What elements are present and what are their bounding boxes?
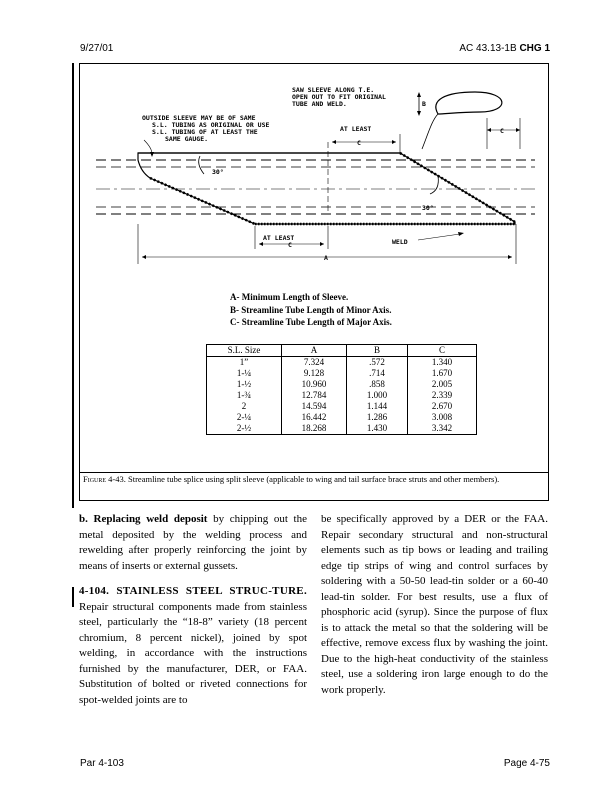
figure-caption-text: Streamline tube splice using split sleeve (applicable to wing and tail surface brace struts and other members). [128,474,500,484]
table-cell: 2.339 [408,390,477,401]
table-row [207,401,477,412]
table-cell: .858 [347,379,408,390]
table-cell: 2-½ [207,423,282,435]
table-header-row [207,345,477,357]
dim-c-right: C [500,127,504,135]
dim-c-bottom: C [288,241,292,249]
table-cell: 18.268 [282,423,347,435]
table-row [207,423,477,435]
table-cell: 2.670 [408,401,477,412]
table-cell: 1.340 [408,357,477,369]
table-cell: 1.286 [347,412,408,423]
table-header: A [282,345,347,357]
table-cell: 16.442 [282,412,347,423]
figure-caption-label: Figure 4-43. [83,474,126,484]
legend-b: B- Streamline Tube Length of Minor Axis. [230,304,392,315]
table-header: B [347,345,408,357]
sleeve-size-table [206,344,477,435]
table-cell: 1-¼ [207,368,282,379]
table-cell: 1.430 [347,423,408,435]
right-column-text: be specifically approved by a DER or the FAA. Repair secondary structural and non-structural elements such as tip bows or leading and trailing edge tip strips of wing and control surfaces by soldering with a 50-50 lead-tin solder or a 60-40 lead-tin solder. For best results, use a flux of phosphoric acid (syrup). Since the purpose of flux is to attack the metal so that the soldering will be effective, remove excess flux by washing the joint. Due to the high-heat conductivity of the stainless steel, use a soldering iron large enough to do the work properly. [321,513,548,696]
saw-sleeve-line-3: TUBE AND WELD. [292,100,347,108]
table-cell: 2-¼ [207,412,282,423]
change-bar-section [72,587,74,607]
footer-paragraph-ref: Par 4-103 [80,758,124,769]
table-row [207,390,477,401]
table-row [207,357,477,369]
paragraph-b-label: b. Replacing weld deposit [79,513,208,525]
table-cell: .714 [347,368,408,379]
table-cell: 1.144 [347,401,408,412]
table-cell: 1” [207,357,282,369]
table-cell: 1-½ [207,379,282,390]
legend-a: A- Minimum Length of Sleeve. [230,292,349,302]
table-row [207,379,477,390]
header-date: 9/27/01 [80,43,114,54]
saw-sleeve-line-1: SAW SLEEVE ALONG T.E. [292,86,375,94]
table-row [207,412,477,423]
table-header: S.L. Size [207,345,282,357]
table-header: C [408,345,477,357]
section-4-104 [79,584,307,708]
table-cell: 1.000 [347,390,408,401]
dim-b: B [422,100,426,108]
paragraph-b-text: by chipping out the metal deposited by the welding process and rewelding after properly reinforcing the joint by means of inserts or external gussets. [79,513,307,572]
footer-page-number: Page 4-75 [503,758,550,769]
outside-sleeve-line-2: S.L. TUBING AS ORIGINAL OR USE [152,121,270,129]
table-cell: 12.784 [282,390,347,401]
table-cell: 3.008 [408,412,477,423]
at-least-top: AT LEAST [340,125,372,133]
table-cell: 1-¾ [207,390,282,401]
table-cell: 7.324 [282,357,347,369]
table-cell: 10.960 [282,379,347,390]
table-cell: 14.594 [282,401,347,412]
body-column-right [321,512,548,698]
dim-a: A [324,254,328,262]
table-cell: 2.005 [408,379,477,390]
table-cell: 2 [207,401,282,412]
section-4-104-heading: 4-104. STAINLESS STEEL STRUC-TURE. [79,585,307,597]
header-doc-number: AC 43.13-1B [459,43,517,54]
body-column-left [79,512,307,708]
outside-sleeve-line-1: OUTSIDE SLEEVE MAY BE OF SAME [142,114,256,122]
header-change: CHG 1 [519,43,550,54]
angle-left: 30° [212,168,224,176]
header-doc-id [459,43,550,54]
weld-label: WELD [392,238,408,246]
dimension-legend [230,291,392,329]
table-cell: 9.128 [282,368,347,379]
legend-c: C- Streamline Tube Length of Major Axis. [230,317,392,327]
figure-4-43 [79,63,549,501]
outside-sleeve-line-3: S.L. TUBING OF AT LEAST THE [152,128,258,136]
at-least-bottom: AT LEAST [263,234,295,242]
table-cell: 3.342 [408,423,477,435]
splice-drawing [80,64,550,289]
caption-divider [80,472,548,473]
figure-caption [83,474,545,485]
table-cell: 1.670 [408,368,477,379]
section-4-104-text: Repair structural components made from stainless steel, particularly the “18-8” variety (18 percent chromium, 8 percent nickel), joined by spot welding, in accordance with the instructions furnished by the manufacturer, DER, or FAA. Substitution of bolted or riveted connections for spot-welded joints are to [79,600,307,706]
dim-c-top: C [357,139,361,147]
outside-sleeve-line-4: SAME GAUGE. [165,135,209,143]
saw-sleeve-line-2: OPEN OUT TO FIT ORIGINAL [292,93,386,101]
angle-right: 30° [422,204,434,212]
change-bar-top [72,63,74,508]
table-cell: .572 [347,357,408,369]
paragraph-b [79,512,307,574]
table-row [207,368,477,379]
